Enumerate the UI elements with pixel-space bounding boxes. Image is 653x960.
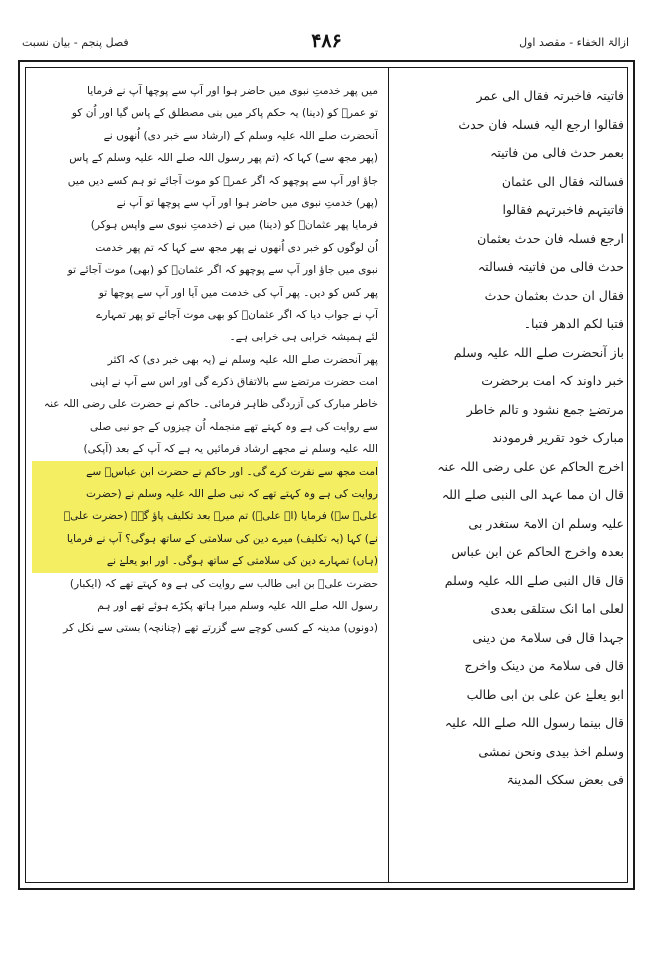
arabic-text-line: علیہ وسلم ان الامۃ ستغدر بی bbox=[468, 515, 624, 531]
urdu-text-line: (پھر) خدمتِ نبوی میں حاضر ہوا اور آپ سے پوچھا تو آپ نے bbox=[116, 196, 378, 209]
page-frame bbox=[18, 60, 635, 890]
arabic-text-line: فتبا لکم الدھر فتبا۔ bbox=[523, 316, 624, 331]
book-title: ازالۃ الخفاء - مقصد اول bbox=[519, 36, 629, 49]
page-header bbox=[18, 30, 635, 60]
urdu-text-line: میں پھر خدمتِ نبوی میں حاضر ہوا اور آپ سے پوچھا آپ نے فرمایا bbox=[87, 85, 378, 97]
urdu-text-line: تو عمرؓ کو (دینا) یہ حکم پاکر میں بنی مصطلق کے پاس گیا اور اُن کو bbox=[71, 107, 378, 120]
arabic-text-line: قال بینما رسول اللہ صلے اللہ علیہ bbox=[444, 715, 624, 730]
arabic-text-line: لعلی اما انک ستلقی بعدی bbox=[490, 601, 624, 616]
arabic-text-line: بعمر حدث فالی من فاتیتہ bbox=[490, 145, 624, 160]
highlighted-text-line: علیؓ سے) فرمایا (اے علیؓ) تم میرے بعد تکلیف پاؤ گے۔ (حضرت علیؓ bbox=[32, 505, 378, 527]
highlighted-text-line: روایت کی ہے وہ کہتے تھے کہ نبی صلے اللہ علیہ وسلم نے (حضرت bbox=[32, 483, 378, 505]
arabic-text-line: وسلم اخذ بیدی ونحن نمشی bbox=[478, 743, 624, 759]
persian-arabic-column bbox=[396, 82, 624, 795]
urdu-text-line: پھر کس کو دیں۔ پھر آپ کی خدمت میں آیا اور آپ سے پوچھا تو bbox=[98, 286, 378, 299]
column-divider bbox=[388, 68, 389, 882]
arabic-text-line: قال قال النبی صلے اللہ علیہ وسلم bbox=[444, 572, 624, 588]
urdu-text-line: جاؤ اور آپ سے پوچھو کہ اگر عمرؓ کو موت آجائے تو ہم کسے دیں میں bbox=[67, 174, 378, 187]
urdu-text-line: لئے ہمیشہ خرابی ہی خرابی ہے۔ bbox=[229, 331, 378, 344]
urdu-text-line: خاطر مبارک کی آزردگی ظاہر فرمائی۔ حاکم نے حضرت علی رضی اللہ عنہ bbox=[43, 398, 378, 411]
arabic-text-line: فسالتہ فقال الی عثمان bbox=[501, 173, 624, 189]
urdu-text-line: پھر آنحضرت صلے اللہ علیہ وسلم نے (یہ بھی خبر دی) کہ اکثر bbox=[107, 353, 378, 366]
urdu-text-line: (دونوں) مدینہ کے کسی کوچے سے گزرتے تھے (چنانچہ) بستی سے نکل کر bbox=[63, 622, 378, 635]
urdu-text-line: (پھر مجھ سے) کہا کہ (تم پھر رسول اللہ صلے اللہ علیہ وسلم کے پاس bbox=[69, 152, 378, 165]
arabic-text-line: قال ان مما عہد الی النبی صلے اللہ bbox=[441, 487, 624, 502]
page-frame-inner bbox=[25, 67, 628, 883]
page-number: ۴۸۶ bbox=[311, 30, 342, 52]
arabic-text-line: باز آنحضرت صلے اللہ علیہ وسلم bbox=[453, 344, 624, 360]
urdu-translation-column bbox=[32, 80, 378, 640]
arabic-text-line: خبر داوند کہ امت برحضرت bbox=[481, 373, 624, 388]
arabic-text-line: ارجع فسلہ فان حدث بعثمان bbox=[477, 230, 624, 246]
urdu-text-line: آنحضرت صلے اللہ علیہ وسلم کے (ارشاد سے خبر دی) اُنھوں نے bbox=[103, 129, 378, 142]
urdu-text-line: نبوی میں جاؤ اور آپ سے پوچھو کہ اگر عثمانؓ کو (بھی) موت آجائے تو bbox=[67, 264, 378, 277]
arabic-text-line: فقالوا ارجع الیہ فسلہ فان حدث bbox=[458, 116, 624, 132]
urdu-text-line: آپ نے جواب دیا کہ اگر عثمانؓ کو بھی موت آجائے تو پھر تمہارے bbox=[96, 308, 378, 321]
arabic-text-line: فاتیتہ فاخبرتہ فقال الی عمر bbox=[476, 88, 624, 103]
highlighted-text-line: امت مجھ سے نفرت کرے گی۔ اور حاکم نے حضرت ابن عباسؓ سے bbox=[32, 461, 378, 483]
urdu-text-line: سے روایت کی ہے وہ کہتے تھے منجملہ اُن چیزوں کے جو نبی صلی bbox=[89, 420, 378, 433]
highlighted-text-line: نے) کہا (یہ تکلیف) میرے دین کی سلامتی کے ساتھ ہوگی؟ آپ نے فرمایا bbox=[32, 528, 378, 550]
urdu-text-line: اُن لوگوں کو خبر دی اُنھوں نے پھر مجھ سے کہا کہ تم پھر خدمت bbox=[95, 241, 378, 254]
arabic-text-line: حدث فالی من فاتیتہ فسالتہ bbox=[477, 259, 624, 274]
arabic-text-line: مبارک خود تقریر فرمودند bbox=[492, 430, 624, 445]
arabic-text-line: مرتضےٰ جمع نشود و تالم خاطر bbox=[466, 401, 624, 417]
arabic-text-line: اخرج الحاکم عن علی رضی اللہ عنہ bbox=[437, 458, 624, 474]
urdu-text-line: رسول اللہ صلے اللہ علیہ وسلم میرا ہاتھ پکڑے ہوئے تھے اور ہم bbox=[97, 599, 378, 612]
urdu-text-line: اللہ علیہ وسلم نے مجھے ارشاد فرمائیں یہ ہے کہ آپ کے بعد (آپکی) bbox=[83, 443, 378, 456]
arabic-text-line: فقال ان حدث بعثمان حدث bbox=[484, 287, 624, 303]
arabic-text-line: فی بعض سکک المدینۃ bbox=[506, 772, 624, 787]
urdu-text-line: امت حضرت مرتضےٰ سے بالاتفاق ذکرے گی اور اس سے آپ نے اپنی bbox=[90, 376, 378, 389]
highlighted-text-line: (ہاں) تمہارے دین کی سلامتی کے ساتھ ہوگی۔ اور ابو یعلےٰ نے bbox=[32, 550, 378, 572]
arabic-text-line: بعدہ واخرج الحاکم عن ابن عباس bbox=[451, 544, 624, 559]
section-title: فصل پنجم - بیان نسبت bbox=[22, 36, 129, 49]
arabic-text-line: ابو یعلےٰ عن علی بن ابی طالب bbox=[466, 686, 624, 702]
arabic-text-line: قال فی سلامۃ من دینک واخرج bbox=[464, 658, 624, 673]
arabic-text-line: فاتیتہم فاخبرتہم فقالوا bbox=[502, 202, 624, 217]
urdu-text-line: فرمایا پھر عثمانؓ کو (دینا) میں نے (خدمتِ نبوی سے واپس ہوکر) bbox=[90, 219, 378, 232]
arabic-text-line: جہدا قال فی سلامۃ من دینی bbox=[472, 629, 624, 645]
urdu-text-line: حضرت علیؓ بن ابی طالب سے روایت کی ہے وہ کہتے تھے کہ (ایکبار) bbox=[69, 577, 378, 590]
